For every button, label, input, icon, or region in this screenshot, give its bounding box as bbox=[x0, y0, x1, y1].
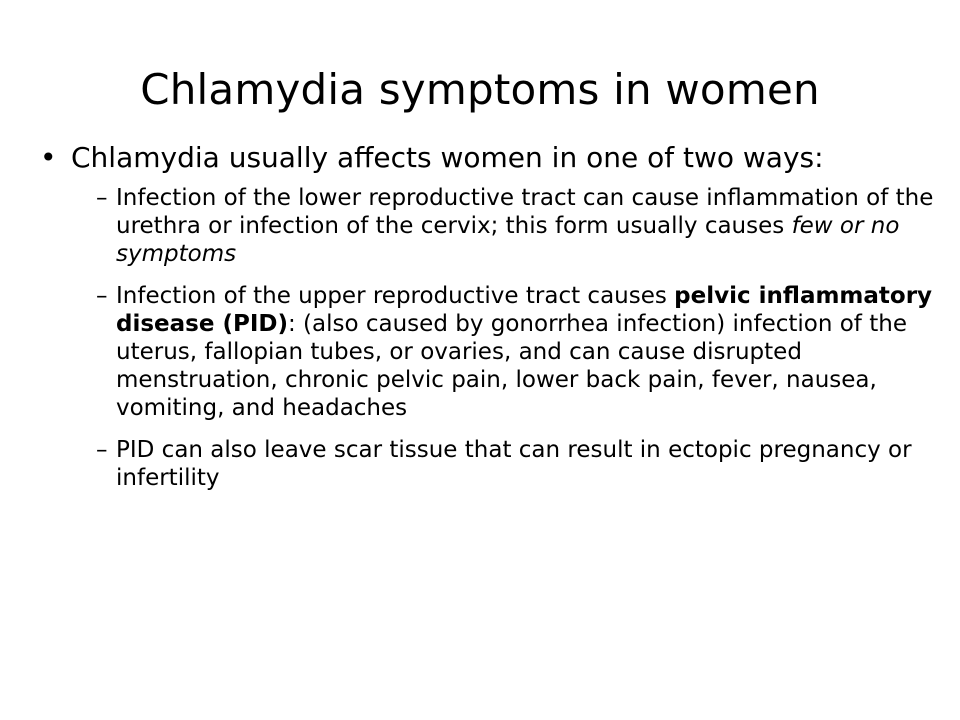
dash-marker: – bbox=[96, 185, 108, 211]
sub-bullet-term: pelvic inflammatory disease (PID) bbox=[116, 283, 933, 337]
slide-title: Chlamydia symptoms in women bbox=[140, 65, 820, 114]
sub-bullet-lower-tract bbox=[40, 184, 945, 268]
bullet-marker: • bbox=[40, 141, 57, 174]
sub-bullet-text: Infection of the upper reproductive tract causes bbox=[116, 283, 675, 309]
sub-bullet-pid-scar bbox=[40, 436, 945, 492]
slide-body bbox=[40, 140, 945, 506]
sub-bullet-emphasis: few or no symptoms bbox=[116, 213, 900, 267]
dash-marker: – bbox=[96, 283, 108, 309]
sub-bullet-text: Infection of the lower reproductive tract can cause inflammation of the urethra or infection of the cervix; this form usually causes bbox=[116, 185, 934, 239]
sub-bullet-upper-tract bbox=[40, 282, 945, 422]
sub-bullet-text-cont: : (also caused by gonorrhea infection) infection of the uterus, fallopian tubes, or ovaries, and can cause disrupted menstruation, chronic pelvic pain, lower back pain, fever, nausea, vomiting, and headaches bbox=[116, 311, 907, 421]
dash-marker: – bbox=[96, 437, 108, 463]
sub-bullet-text: PID can also leave scar tissue that can result in ectopic pregnancy or infertility bbox=[116, 437, 912, 491]
main-bullet bbox=[40, 140, 945, 176]
main-bullet-text: Chlamydia usually affects women in one of two ways: bbox=[71, 141, 824, 174]
